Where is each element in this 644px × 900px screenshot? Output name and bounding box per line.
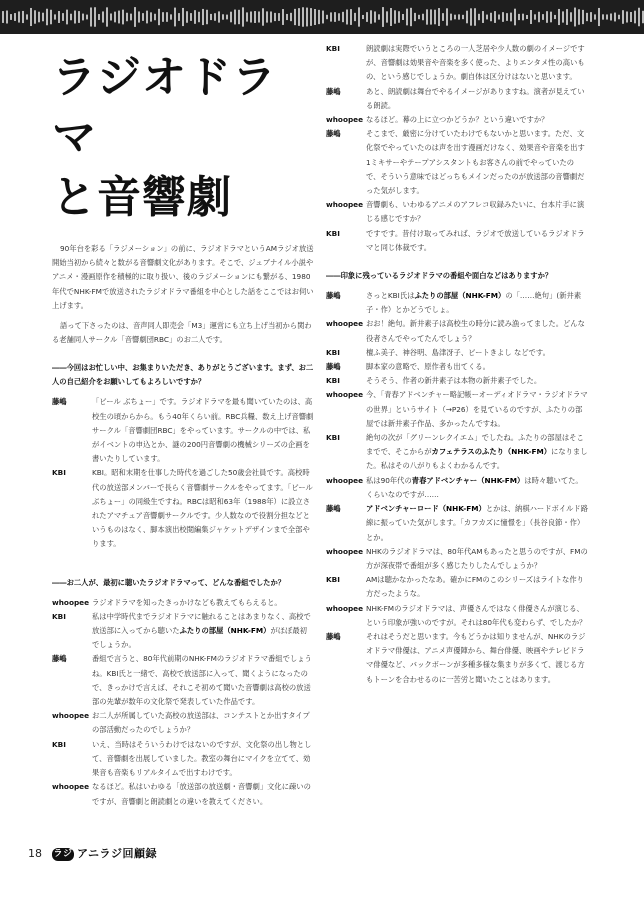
speaker-name: whoopee xyxy=(326,200,364,210)
speaker-name: 藤嶋 xyxy=(326,504,341,514)
dialogue-line xyxy=(326,431,588,474)
dialogue-text-part: なるほど。私はいわゆる「放送部の放送劇・音響劇」文化に疎いのですが、音響劇と朗読劇との違いを教えてください。 xyxy=(92,782,311,806)
waveform-bar xyxy=(510,13,512,22)
question-heading: ――お二人が、最初に聴いたラジオドラマって、どんな番組でしたか？ xyxy=(52,577,286,587)
waveform-bar xyxy=(206,10,208,24)
waveform-bar xyxy=(450,14,452,21)
dialogue-text xyxy=(366,502,588,545)
waveform-bar xyxy=(602,14,604,19)
dialogue-text xyxy=(92,652,314,709)
waveform-bar xyxy=(478,14,480,20)
waveform-bar xyxy=(182,8,184,26)
dialogue-text-part: 檀ふ美子、神谷明、島津冴子、ビートきよし などです。 xyxy=(366,347,550,357)
waveform-bar xyxy=(6,11,8,24)
waveform-bar xyxy=(490,13,492,21)
waveform-bar xyxy=(422,14,424,20)
dialogue-text-part: お二人が所属していた高校の放送部は、コンテストとか出すタイプの部活動だったのでしょうか？ xyxy=(92,711,310,735)
waveform-bar xyxy=(58,11,60,23)
dialogue-line xyxy=(326,317,588,345)
speaker-name: whoopee xyxy=(326,115,364,125)
waveform-bar xyxy=(622,10,624,24)
dialogue-text-part: 今、「青春アドベンチャー略記帳ーオーディオドラマ・ラジオドラマの世界」というサイト（→P26）を見ているのですが、ふたりの部屋では新井素子作品、多かったんですね。 xyxy=(366,390,588,428)
waveform-bar xyxy=(586,13,588,21)
waveform-bar xyxy=(10,14,12,20)
waveform-bar xyxy=(638,8,640,26)
dialogue-line xyxy=(326,474,588,502)
dialogue-text-part: NHK-FMのラジオドラマは、声優さんではなく俳優さんが演じる、という印象が強いのですが。それは80年代も変わらず、でしたか？ xyxy=(366,603,587,627)
dialogue-text-part: KBI。昭和末期を仕事した時代を過ごした50歳会社員です。高校時代の放送部メンバーで長らく音響劇サークルをやってます。「ビールぶちょー」の同級生ですね。RBCは昭和63年（1988年）に設立されたアマチュア音響劇サークルです。少人数なので役割分担などというものはなく、脚本演出校閲編集ジャケットデザインまで全部やります。 xyxy=(92,468,313,549)
waveform-bar xyxy=(330,12,332,21)
dialogue-line xyxy=(52,395,314,466)
dialogue-text-part: そうそう、作者の新井素子は本物の新井素子でした。 xyxy=(366,376,542,386)
speaker-name: whoopee xyxy=(52,711,90,721)
dialogue-text xyxy=(366,346,588,360)
waveform-bar xyxy=(630,12,632,22)
speaker-name: 藤嶋 xyxy=(326,129,341,139)
dialogue-text-part: ですです。昔付け取ってみれば、ラジオで放送しているラジオドラマと同じ体裁です。 xyxy=(366,228,585,252)
waveform-bar xyxy=(446,8,448,25)
dialogue-text xyxy=(92,395,314,466)
dialogue-block xyxy=(326,289,588,687)
dialogue-text xyxy=(366,388,588,431)
waveform-bar xyxy=(170,14,172,19)
waveform-bar xyxy=(454,15,456,20)
dialogue-line xyxy=(52,780,314,808)
waveform-bar xyxy=(254,11,256,23)
title-line-1: ラジオドラマ xyxy=(52,52,277,163)
waveform-bar xyxy=(14,13,16,21)
waveform-bar xyxy=(442,13,444,21)
waveform-bar xyxy=(178,13,180,21)
waveform-bar xyxy=(530,10,532,24)
dialogue-text-part: がほぼ最初でしょうか。 xyxy=(92,626,307,650)
dialogue-block xyxy=(326,42,588,255)
waveform-bar xyxy=(526,15,528,19)
dialogue-text xyxy=(366,545,588,573)
waveform-bar xyxy=(146,11,148,24)
dialogue-text xyxy=(366,630,588,687)
waveform-bar xyxy=(486,15,488,20)
dialogue-text xyxy=(366,85,588,113)
waveform-bar xyxy=(238,10,240,24)
waveform-bar xyxy=(410,8,412,26)
waveform-bar xyxy=(18,11,20,22)
waveform-bar xyxy=(574,8,576,27)
waveform-bar xyxy=(578,9,580,24)
waveform-bar xyxy=(130,14,132,21)
waveform-bar xyxy=(398,11,400,23)
dialogue-line xyxy=(326,630,588,687)
waveform-bar xyxy=(202,9,204,25)
waveform-bar xyxy=(322,11,324,24)
waveform-bar xyxy=(494,11,496,23)
waveform-bar xyxy=(74,11,76,24)
waveform-bar xyxy=(54,14,56,19)
waveform-bar xyxy=(34,10,36,23)
question-heading: ――今回はお忙しい中、お集まりいただき、ありがとうございます。まず、お二人の自己紹介をお願いしてもよろしいですか？ xyxy=(52,363,314,387)
waveform-bar xyxy=(250,11,252,22)
waveform-bar xyxy=(298,8,300,26)
waveform-bar xyxy=(114,12,116,23)
waveform-bar xyxy=(614,13,616,22)
dialogue-text xyxy=(366,374,588,388)
waveform-bar xyxy=(434,10,436,25)
dialogue-text-part: 「ビール ぶちょー」です。ラジオドラマを最も聞いていたのは、高校生の頃からから。もう40年くらい前。RBC兵糧、数え上げ音響劇サークル「音響劇団RBC」をやっています。サークルの中では、私がイベントの申込とか、謎の200円音響劇の機械シリーズの企画を書いたりしています。 xyxy=(92,397,314,464)
waveform-bar xyxy=(366,12,368,22)
waveform-bar xyxy=(514,9,516,26)
waveform-icon xyxy=(0,6,644,28)
dialogue-line xyxy=(326,502,588,545)
waveform-bar xyxy=(290,13,292,21)
dialogue-line xyxy=(326,85,588,113)
dialogue-line xyxy=(326,346,588,360)
dialogue-text xyxy=(92,709,314,737)
waveform-bar xyxy=(166,12,168,22)
dialogue-text-part: それはそうだと思います。今もどうかは知りませんが、NHKのラジオドラマ俳優は、アニメ声優陣から、舞台俳優、映画やテレビドラマ俳優など、バックボーンが多種多様な集まりが多くて、渡じる方もトーンを合わせるのに一苦労と聞いたことはあります。 xyxy=(366,631,586,684)
waveform-strip xyxy=(0,0,644,34)
waveform-bar xyxy=(518,14,520,20)
waveform-bar xyxy=(474,8,476,25)
intro-paragraph: 語って下さったのは、音声同人即売会「M3」運営にも立ち上げ当初から関わる老舗同人サークル「音響劇団RBC」のお二人です。 xyxy=(52,321,312,345)
waveform-bar xyxy=(506,13,508,21)
article-title xyxy=(52,48,314,228)
waveform-bar xyxy=(426,9,428,24)
dialogue-text-part: になりました。私はその八がりもよくわかるんです。 xyxy=(366,447,588,471)
dialogue-line xyxy=(52,709,314,737)
waveform-bar xyxy=(158,9,160,25)
waveform-bar xyxy=(538,12,540,22)
waveform-bar xyxy=(610,14,612,21)
waveform-bar xyxy=(354,13,356,21)
waveform-bar xyxy=(326,15,328,19)
waveform-bar xyxy=(186,11,188,23)
dialogue-text xyxy=(366,431,588,474)
waveform-bar xyxy=(98,14,100,20)
waveform-bar xyxy=(342,12,344,22)
logo-text: アニラジ回顧録 xyxy=(77,847,157,860)
speaker-name: KBI xyxy=(326,376,340,386)
waveform-bar xyxy=(94,7,96,27)
waveform-bar xyxy=(154,14,156,20)
dialogue-line xyxy=(52,466,314,551)
waveform-bar xyxy=(618,15,620,19)
speaker-name: whoopee xyxy=(52,782,90,792)
waveform-bar xyxy=(78,11,80,23)
waveform-bar xyxy=(42,13,44,22)
dialogue-text xyxy=(366,289,588,317)
waveform-bar xyxy=(550,12,552,23)
waveform-bar xyxy=(406,9,408,26)
dialogue-text xyxy=(366,113,588,127)
speaker-name: KBI xyxy=(326,347,340,357)
dialogue-text-part: AMは聴かなかったなあ。確かにFMのこのシリーズはライトな作り方だったような。 xyxy=(366,575,584,599)
dialogue-text-part: NHKのラジオドラマは、80年代AMもあったと思うのですが、FMの方が深夜帯で番組が多く感じたりしたんでしょうか？ xyxy=(366,546,588,570)
dialogue-line xyxy=(326,289,588,317)
waveform-bar xyxy=(302,7,304,26)
waveform-bar xyxy=(22,11,24,23)
speaker-name: whoopee xyxy=(326,603,364,613)
magazine-logo xyxy=(52,845,157,861)
waveform-bar xyxy=(482,11,484,23)
speaker-name: 藤嶋 xyxy=(326,291,341,301)
waveform-bar xyxy=(126,13,128,21)
dialogue-text-part: とかは、納棋ハードボイルド路線に振っていた気がします。「カフカズに憧憬を」（長谷良節・作）とか。 xyxy=(366,504,589,542)
dialogue-text xyxy=(366,474,588,502)
waveform-bar xyxy=(390,8,392,26)
dialogue-text-part: 絶句の次が「グリーンレクイエム」でしたね。ふたりの部屋はそこまでで、そこからが xyxy=(366,433,584,457)
waveform-bar xyxy=(534,14,536,19)
speaker-name: whoopee xyxy=(326,475,364,485)
dialogue-line xyxy=(326,227,588,255)
speaker-name: 藤嶋 xyxy=(52,654,67,664)
title-line-2: と音響劇 xyxy=(52,172,232,223)
waveform-bar xyxy=(394,10,396,23)
speaker-name: 藤嶋 xyxy=(52,397,67,407)
page-number: 18 xyxy=(28,846,42,860)
waveform-bar xyxy=(62,13,64,21)
waveform-bar xyxy=(558,9,560,25)
waveform-bar xyxy=(26,14,28,19)
dialogue-text xyxy=(92,738,314,781)
waveform-bar xyxy=(222,14,224,19)
speaker-name: 藤嶋 xyxy=(326,86,341,96)
speaker-name: KBI xyxy=(326,44,340,53)
waveform-bar xyxy=(150,12,152,21)
waveform-bar xyxy=(90,7,92,26)
dialogue-line xyxy=(326,374,588,388)
speaker-name: whoopee xyxy=(52,597,90,607)
dialogue-text-part: ラジオドラマを知ったきっかけなども教えてもらえると。 xyxy=(92,597,282,607)
waveform-bar xyxy=(362,15,364,19)
dialogue-text-part: 私は90年代の xyxy=(366,475,412,485)
waveform-bar xyxy=(370,10,372,23)
program-title: カフェテラスのふたり（NHK-FM） xyxy=(431,447,552,457)
waveform-bar xyxy=(82,14,84,21)
waveform-bar xyxy=(554,15,556,19)
dialogue-text-part: さっとKBI氏は xyxy=(366,291,415,301)
waveform-bar xyxy=(402,14,404,20)
waveform-bar xyxy=(562,11,564,22)
waveform-bar xyxy=(470,8,472,25)
waveform-bar xyxy=(38,12,40,23)
waveform-bar xyxy=(262,8,264,25)
speaker-name: KBI xyxy=(326,228,340,238)
waveform-bar xyxy=(210,14,212,20)
waveform-bar xyxy=(570,12,572,21)
speaker-name: KBI xyxy=(52,468,66,478)
dialogue-text-part: いえ、当時はそういうわけではないのですが、文化祭の出し物として、音響劇を出展していました。教室の舞台にマイクを立てて、効果音も音楽もリアルタイムで出すわけです。 xyxy=(92,739,312,778)
waveform-bar xyxy=(546,11,548,23)
waveform-bar xyxy=(274,13,276,21)
waveform-bar xyxy=(626,11,628,22)
dialogue-line xyxy=(326,127,588,198)
waveform-bar xyxy=(334,12,336,22)
waveform-bar xyxy=(118,11,120,24)
waveform-bar xyxy=(350,9,352,25)
waveform-bar xyxy=(498,14,500,19)
dialogue-text xyxy=(92,610,314,653)
waveform-bar xyxy=(386,11,388,22)
dialogue-text-part: 番組で言うと、80年代前期のNHK-FMのラジオドラマ番組でしょうね。KBI氏と一緒で、高校で放送部に入って、聞くようになったので、きっかけで言えば、それこそ初めて聞いた音響劇は高校の放送部の先輩が数年の文化祭で発表していた作品です。 xyxy=(92,654,312,707)
dialogue-text xyxy=(92,466,314,551)
waveform-bar xyxy=(294,9,296,25)
waveform-bar xyxy=(86,15,88,20)
waveform-bar xyxy=(414,13,416,21)
left-column xyxy=(52,48,314,848)
waveform-bar xyxy=(218,11,220,22)
dialogue-text-part: は時々聴いてた。くらいなのですが…… xyxy=(366,475,583,499)
speaker-name: whoopee xyxy=(326,390,364,400)
page-footer xyxy=(28,842,157,864)
waveform-bar xyxy=(458,14,460,19)
waveform-bar xyxy=(318,10,320,24)
program-title: 青春アドベンチャー（NHK-FM） xyxy=(411,475,525,485)
waveform-bar xyxy=(122,10,124,25)
waveform-bar xyxy=(566,9,568,25)
waveform-bar xyxy=(198,12,200,22)
dialogue-text xyxy=(366,227,588,255)
waveform-bar xyxy=(142,13,144,21)
speaker-name: whoopee xyxy=(326,319,364,329)
waveform-bar xyxy=(374,11,376,22)
dialogue-text-part: 私は中学時代までラジオドラマに触れることはあまりなく、高校で放送部に入ってから聴いた xyxy=(92,611,311,636)
waveform-bar xyxy=(598,8,600,26)
waveform-bar xyxy=(30,8,32,26)
dialogue-text xyxy=(366,317,588,345)
waveform-bar xyxy=(338,13,340,20)
waveform-bar xyxy=(270,11,272,22)
waveform-bar xyxy=(50,10,52,25)
waveform-bar xyxy=(242,7,244,26)
waveform-bar xyxy=(162,12,164,22)
dialogue-block xyxy=(52,395,314,551)
waveform-bar xyxy=(138,11,140,22)
dialogue-line xyxy=(326,113,588,127)
dialogue-text xyxy=(92,780,314,808)
waveform-bar xyxy=(230,12,232,23)
dialogue-line xyxy=(52,652,314,709)
dialogue-line xyxy=(52,596,314,610)
waveform-bar xyxy=(306,8,308,27)
speaker-name: 藤嶋 xyxy=(326,631,341,641)
waveform-bar xyxy=(310,8,312,26)
waveform-bar xyxy=(194,10,196,24)
speaker-name: whoopee xyxy=(326,546,364,556)
dialogue-block xyxy=(52,596,314,809)
dialogue-line xyxy=(52,610,314,653)
waveform-bar xyxy=(258,11,260,22)
dialogue-text-part: 脚本家の意略で、原作者も出てくる。 xyxy=(366,362,490,372)
dialogue-line xyxy=(326,360,588,374)
waveform-bar xyxy=(466,11,468,24)
dialogue-text-part: なるほど。幕の上に立つかどうか？という違いですか？ xyxy=(366,115,549,125)
waveform-bar xyxy=(278,13,280,21)
program-title: ふたりの部屋（NHK-FM） xyxy=(414,291,506,301)
dialogue-line xyxy=(326,198,588,226)
waveform-bar xyxy=(542,14,544,20)
dialogue-line xyxy=(326,602,588,630)
dialogue-text-part: の「……絶句」(新井素子・作）とかどうでしょ。 xyxy=(366,291,582,315)
dialogue-text-part: おお！絶句。新井素子は高校生の時分に読み漁ってました。どんな役者さんでやってたんでしょう？ xyxy=(366,319,585,343)
waveform-bar xyxy=(314,9,316,25)
dialogue-line xyxy=(52,738,314,781)
program-title: ふたりの部屋（NHK-FM） xyxy=(179,626,271,636)
waveform-bar xyxy=(286,14,288,20)
logo-mark: ラジ xyxy=(53,848,73,859)
waveform-bar xyxy=(234,10,236,25)
speaker-name: KBI xyxy=(52,611,66,621)
waveform-bar xyxy=(106,7,108,26)
waveform-bar xyxy=(110,13,112,20)
waveform-bar xyxy=(582,10,584,24)
waveform-bar xyxy=(502,12,504,22)
speaker-name: KBI xyxy=(52,739,66,749)
dialogue-text xyxy=(366,42,588,85)
right-column xyxy=(326,42,588,842)
dialogue-text xyxy=(366,127,588,198)
speaker-name: 藤嶋 xyxy=(326,362,341,372)
waveform-bar xyxy=(246,12,248,21)
dialogue-text xyxy=(92,596,314,610)
waveform-bar xyxy=(606,14,608,19)
speaker-name: KBI xyxy=(326,433,340,443)
waveform-bar xyxy=(70,14,72,21)
intro-paragraph: 90年台を彩る「ラジメーション」の前に、ラジオドラマというAMラジオ放送開始当初から続々と数がる音響劇文化があります。そこで、ジュブナイル小説やアニメ・漫画原作を積極的に取り扱い、後のラジメーションにも繋がる、1980年代でNHK-FMで放送されたラジオドラマ番組を中心とした話をここではお伺い上げます。 xyxy=(52,244,314,310)
waveform-bar xyxy=(266,11,268,22)
waveform-bar xyxy=(522,14,524,21)
waveform-bar xyxy=(134,7,136,27)
waveform-bar xyxy=(462,15,464,19)
dialogue-text xyxy=(366,198,588,226)
waveform-bar xyxy=(66,10,68,25)
waveform-bar xyxy=(346,10,348,25)
program-title: アドベンチャーロード（NHK-FM） xyxy=(366,504,486,514)
dialogue-text-part: あと、朗読劇は舞台でやるイメージがありますね。演者が見えている朗読。 xyxy=(366,86,585,110)
speaker-name: KBI xyxy=(326,575,340,585)
dialogue-text-part: そこまで、厳密に分けていたわけでもないかと思います。ただ、文化祭でやっていたのは声を出す漫画だけなく、効果音や音楽を出す1ミキサーやテープアシスタントもお客さんの前でやっていたので、そういう意味ではどっちもメインだったのが放送部の音響劇だった気がします。 xyxy=(366,129,585,196)
waveform-bar xyxy=(2,11,4,23)
dialogue-line xyxy=(326,388,588,431)
waveform-bar xyxy=(418,15,420,19)
waveform-bar xyxy=(102,11,104,22)
waveform-bar xyxy=(190,13,192,21)
dialogue-text xyxy=(366,573,588,601)
dialogue-line xyxy=(326,545,588,573)
dialogue-line xyxy=(326,573,588,601)
waveform-bar xyxy=(282,9,284,25)
waveform-bar xyxy=(214,13,216,21)
dialogue-text-part: 音響劇も、いわゆるアニメのアフレコ収録みたいに、台本片手に演じる感じですか？ xyxy=(366,200,585,224)
dialogue-text xyxy=(366,602,588,630)
waveform-bar xyxy=(174,8,176,27)
dialogue-text-part: 朗読劇は実際でいうところの一人芝居や少人数の劇のイメージですが、音響劇は効果音や音楽を多く使った、よりエンタメ性の高いもの、という感じでしょうか。劇自体は区分けはないと思います。 xyxy=(366,44,585,82)
waveform-bar xyxy=(46,9,48,26)
dialogue-text xyxy=(366,360,588,374)
waveform-bar xyxy=(590,12,592,22)
waveform-bar xyxy=(634,11,636,24)
waveform-bar xyxy=(438,8,440,26)
waveform-bar xyxy=(430,9,432,24)
waveform-bar xyxy=(378,14,380,19)
question-heading: ――印象に残っているラジオドラマの番組や面白などはありますか？ xyxy=(326,271,553,281)
waveform-bar xyxy=(358,7,360,26)
waveform-bar xyxy=(226,15,228,20)
waveform-bar xyxy=(594,14,596,19)
waveform-bar xyxy=(382,7,384,27)
dialogue-line xyxy=(326,42,588,85)
